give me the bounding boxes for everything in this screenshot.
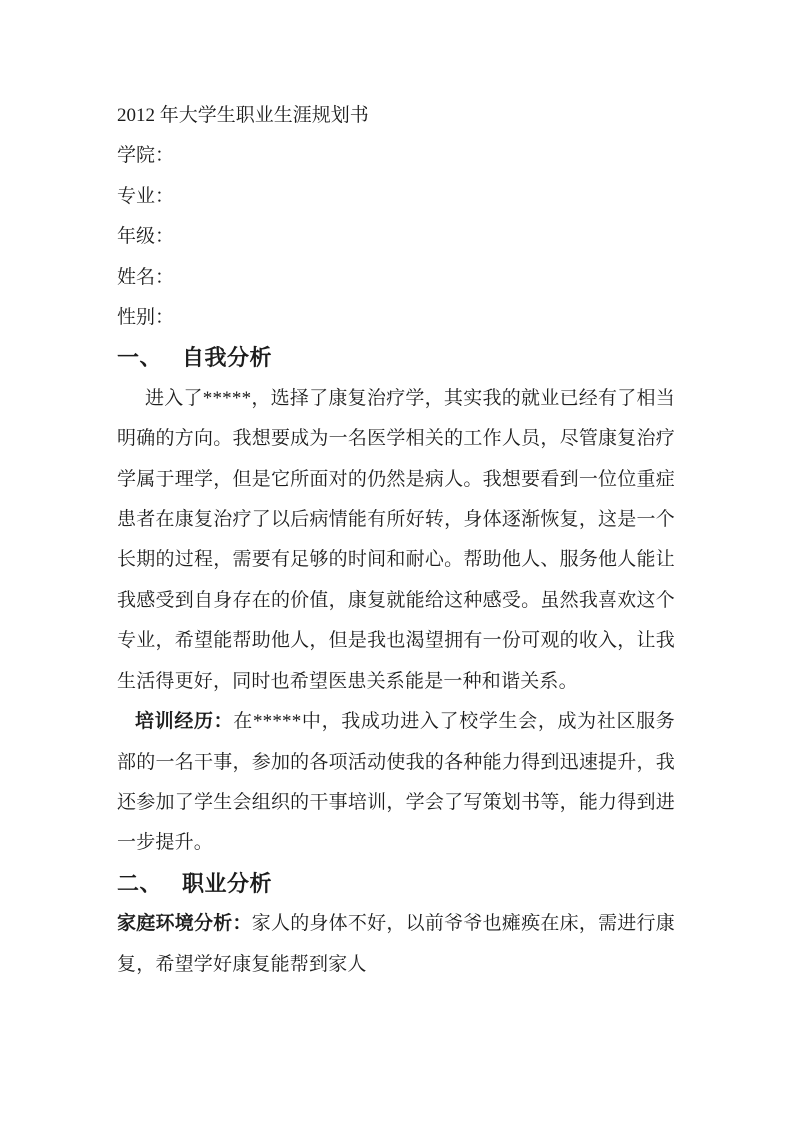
section-heading-text: 职业分析 bbox=[182, 870, 273, 896]
document-title: 2012 年大学生职业生涯规划书 bbox=[117, 105, 369, 126]
field-label-gender: 性别： bbox=[117, 307, 175, 329]
paragraph-training-experience bbox=[117, 702, 675, 864]
section-heading-self-analysis bbox=[117, 338, 675, 378]
field-label-major: 专业： bbox=[117, 185, 175, 207]
paragraph-lead-label: 培训经历： bbox=[135, 711, 234, 733]
section-heading-text: 自我分析 bbox=[182, 345, 273, 371]
field-label-grade: 年级： bbox=[117, 226, 175, 248]
paragraph-family-environment bbox=[117, 904, 675, 985]
paragraph-text: 进入了*****，选择了康复治疗学，其实我的就业已经有了相当明确的方向。我想要成为一名医学相关的工作人员，尽管康复治疗学属于理学，但是它所面对的仍然是病人。我想要看到一位位重症患者在康复治疗了以后病情能有所好转，身体逐渐恢复，这是一个长期的过程，需要有足够的时间和耐心。帮助他人、服务他人能让我感受到自身存在的价值，康复就能给这种感受。虽然我喜欢这个专业，希望能帮助他人，但是我也渴望拥有一份可观的收入，让我生活得更好，同时也希望医患关系能是一种和谐关系。 bbox=[117, 387, 675, 692]
field-label-name: 姓名： bbox=[117, 266, 175, 288]
section-heading-career-analysis bbox=[117, 864, 675, 904]
paragraph-text: 在*****中，我成功进入了校学生会，成为社区服务部的一名干事，参加的各项活动使我的各种能力得到迅速提升，我还参加了学生会组织的干事培训，学会了写策划书等，能力得到进一步提升。 bbox=[117, 711, 675, 854]
section-number: 一、 bbox=[117, 345, 163, 371]
paragraph-lead-label: 家庭环境分析： bbox=[117, 913, 252, 935]
paragraph-text: 家人的身体不好，以前爷爷也瘫痪在床，需进行康复，希望学好康复能帮到家人 bbox=[117, 913, 675, 975]
paragraph-self-analysis bbox=[117, 379, 675, 702]
section-number: 二、 bbox=[117, 870, 163, 896]
field-label-college: 学院： bbox=[117, 145, 175, 167]
